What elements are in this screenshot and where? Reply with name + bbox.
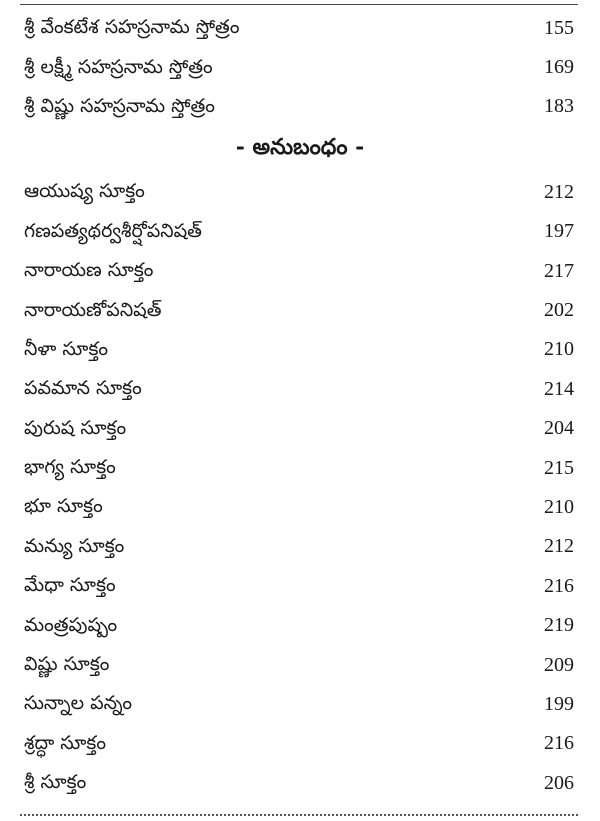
toc-entry-page: 183 [544,95,574,118]
toc-entry[interactable] [24,605,576,644]
toc-entry[interactable] [24,645,576,684]
toc-entry-title: శ్రీ లక్ష్మీ సహస్రనామ స్తోత్రం [24,55,213,78]
toc-entry[interactable] [24,763,576,802]
toc-entry[interactable] [24,212,576,251]
toc-entry-title: పవమాన సూక్తం [24,377,142,400]
toc-entry-title: సున్నాల పన్నం [24,692,132,715]
toc-entry-page: 217 [544,259,574,282]
toc-entry[interactable] [24,487,576,526]
toc-entry-title: మేధా సూక్తం [24,574,116,597]
toc-entry-title: శ్రీ వేంకటేశ సహస్రనామ స్తోత్రం [24,16,240,39]
toc-entry-title: ఆయుష్య సూక్తం [24,180,145,203]
toc-entry-title: విష్ణు సూక్తం [24,653,110,676]
toc-entry-title: మన్యు సూక్తం [24,534,125,557]
toc-entry-page: 204 [544,417,574,440]
toc-entry-page: 216 [544,574,574,597]
toc-entry-page: 210 [544,495,574,518]
toc-entry-page: 206 [544,771,574,794]
toc-entry-page: 210 [544,338,574,361]
toc-entry-page: 212 [544,180,574,203]
toc-entry[interactable] [24,527,576,566]
section-heading: - అనుబంధం - [235,133,365,160]
toc-entry[interactable] [24,290,576,329]
toc-entry-title: నారాయణ సూక్తం [24,259,154,282]
toc-entry-page: 155 [544,16,574,39]
toc-entry[interactable] [24,251,576,290]
toc-entry-page: 212 [544,535,574,558]
table-of-contents [24,8,576,802]
toc-entry-title: మంత్రపుష్పం [24,613,118,636]
toc-entry[interactable] [24,8,576,47]
bottom-dotted-rule [20,814,578,816]
toc-entry-page: 169 [544,56,574,79]
toc-entry-page: 215 [544,456,574,479]
toc-entry[interactable] [24,87,576,126]
toc-entry-page: 202 [544,299,574,322]
toc-entry-page: 216 [544,732,574,755]
toc-entry-page: 197 [544,220,574,243]
toc-entry[interactable] [24,566,576,605]
toc-entry[interactable] [24,448,576,487]
toc-entry[interactable] [24,409,576,448]
toc-entry-title: శ్రీ సూక్తం [24,771,87,794]
toc-entry-title: పురుష సూక్తం [24,416,127,439]
toc-entry[interactable] [24,724,576,763]
toc-entry[interactable] [24,684,576,723]
toc-entry[interactable] [24,47,576,86]
toc-entry-page: 214 [544,377,574,400]
toc-entry-title: శ్రీ విష్ణు సహస్రనామ స్తోత్రం [24,94,215,117]
toc-entry[interactable] [24,369,576,408]
toc-entry[interactable] [24,330,576,369]
toc-entry[interactable] [24,172,576,211]
toc-entry-page: 199 [544,692,574,715]
toc-entry-page: 209 [544,653,574,676]
toc-entry-title: నీళా సూక్తం [24,337,109,360]
toc-entry-title: భూ సూక్తం [24,495,103,518]
toc-entry-title: గణపత్యథర్వశీర్షోపనిషత్ [24,219,202,242]
top-rule [20,4,578,5]
toc-entry-title: నారాయణోపనిషత్ [24,298,162,321]
toc-entry-title: శ్రద్ధా సూక్తం [24,731,106,754]
toc-entry-title: భాగ్య సూక్తం [24,456,116,479]
toc-entry-page: 219 [544,614,574,637]
